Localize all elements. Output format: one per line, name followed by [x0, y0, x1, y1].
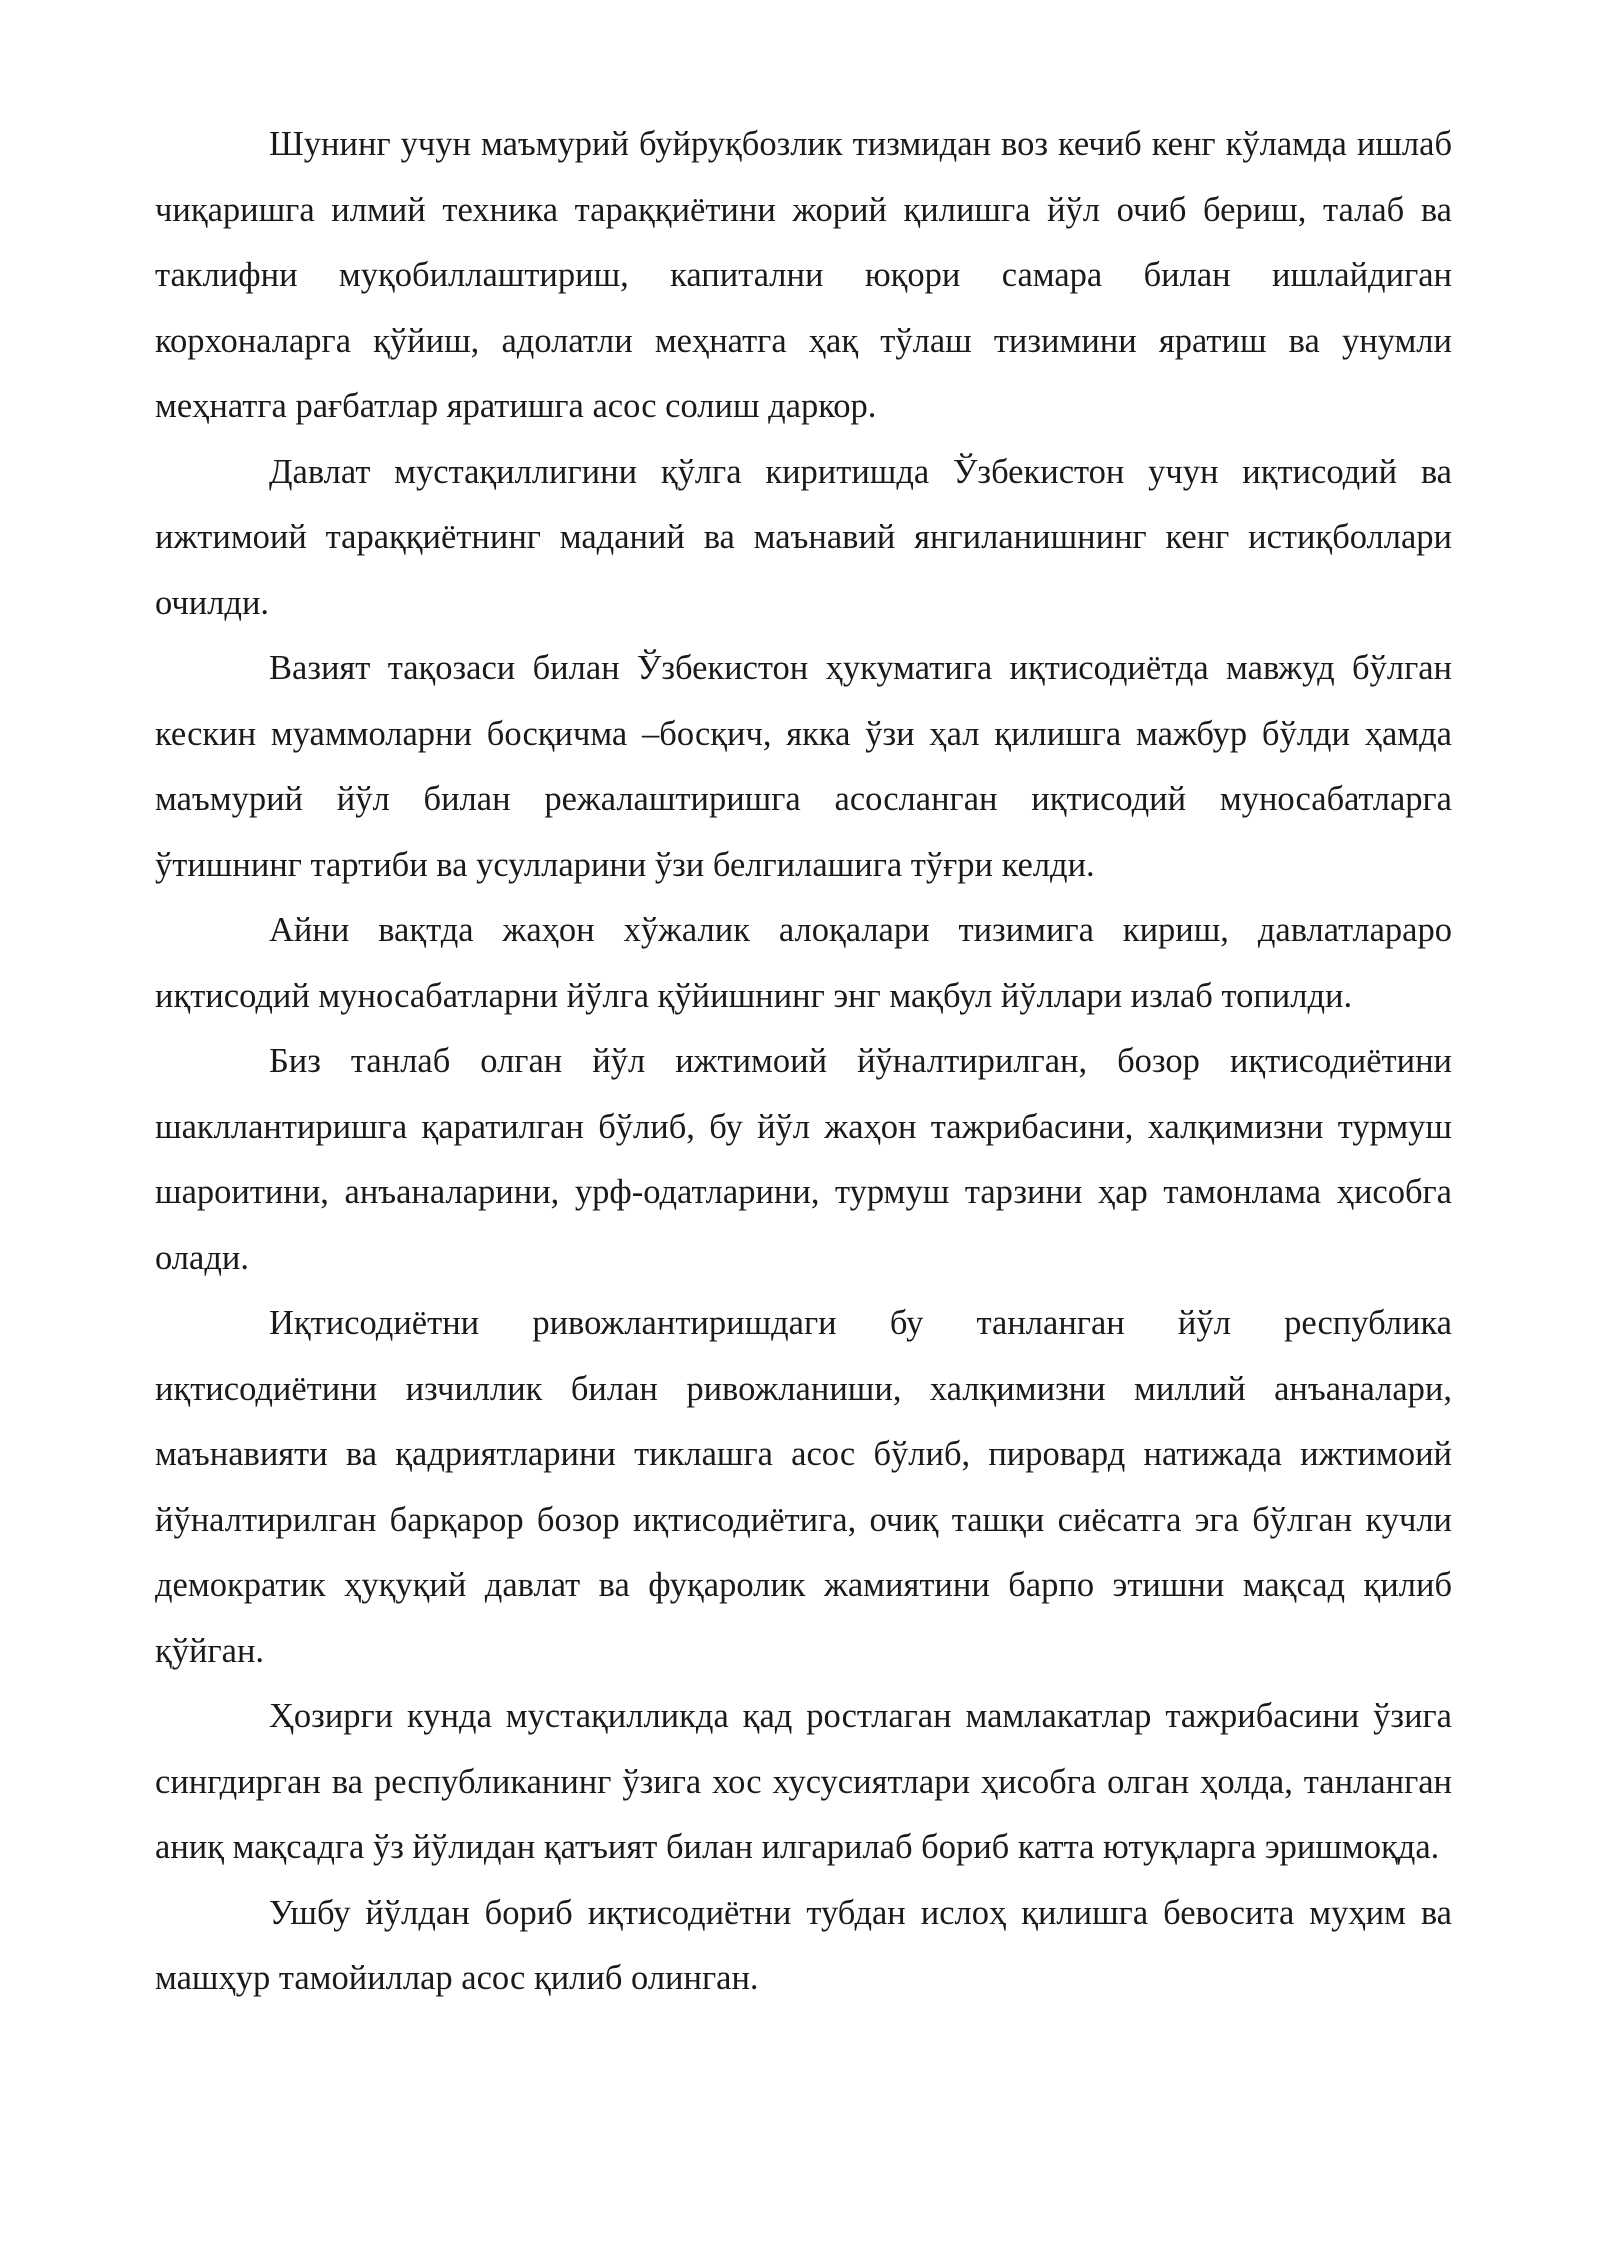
paragraph: Айни вақтда жаҳон хўжалик алоқалари тизимига кириш, давлатлараро иқтисодий муносабатларни йўлга қўйишнинг энг мақбул йўллари излаб топилди.	[155, 911, 1452, 1015]
document-page	[155, 112, 1452, 2012]
paragraph: Иқтисодиётни ривожлантиришдаги бу танланган йўл республика иқтисодиётини изчиллик билан ривожланиши, халқимизни миллий анъаналари, маънавияти ва қадриятларини тиклашга асос бўлиб, пировард натижада ижтимоий йўналтирилган барқарор бозор иқтисодиётига, очиқ ташқи сиёсатга эга бўлган кучли демократик ҳуқуқий давлат ва фуқаролик жамиятини барпо этишни мақсад қилиб қўйган.	[155, 1304, 1452, 1670]
paragraph: Вазият тақозаси билан Ўзбекистон ҳукуматига иқтисодиётда мавжуд бўлган кескин муаммоларни босқичма –босқич, якка ўзи ҳал қилишга мажбур бўлди ҳамда маъмурий йўл билан режалаштиришга асосланган иқтисодий муносабатларга ўтишнинг тартиби ва усулларини ўзи белгилашига тўғри келди.	[155, 649, 1452, 884]
paragraph: Биз танлаб олган йўл ижтимоий йўналтирилган, бозор иқтисодиётини шакллантиришга қаратилган бўлиб, бу йўл жаҳон тажрибасини, халқимизни турмуш шароитини, анъаналарини, урф-одатларини, турмуш тарзини ҳар тамонлама ҳисобга олади.	[155, 1042, 1452, 1277]
paragraph: Ушбу йўлдан бориб иқтисодиётни тубдан ислоҳ қилишга бевосита муҳим ва машҳур тамойиллар асос қилиб олинган.	[155, 1893, 1452, 1997]
paragraph: Давлат мустақиллигини қўлга киритишда Ўзбекистон учун иқтисодий ва ижтимоий тараққиётнинг маданий ва маънавий янгиланишнинг кенг истиқболлари очилди.	[155, 452, 1452, 622]
paragraph: Шунинг учун маъмурий буйруқбозлик тизмидан воз кечиб кенг кўламда ишлаб чиқаришга илмий техника тараққиётини жорий қилишга йўл очиб бериш, талаб ва таклифни муқобиллаштириш, капитални юқори самара билан ишлайдиган корхоналарга қўйиш, адолатли меҳнатга ҳақ тўлаш тизимини яратиш ва унумли меҳнатга рағбатлар яратишга асос солиш даркор.	[155, 125, 1452, 425]
paragraph: Ҳозирги кунда мустақилликда қад ростлаган мамлакатлар тажрибасини ўзига сингдирган ва республиканинг ўзига хос хусусиятлари ҳисобга олган ҳолда, танланган аниқ мақсадга ўз йўлидан қатъият билан илгарилаб бориб катта ютуқларга эришмоқда.	[155, 1697, 1452, 1866]
